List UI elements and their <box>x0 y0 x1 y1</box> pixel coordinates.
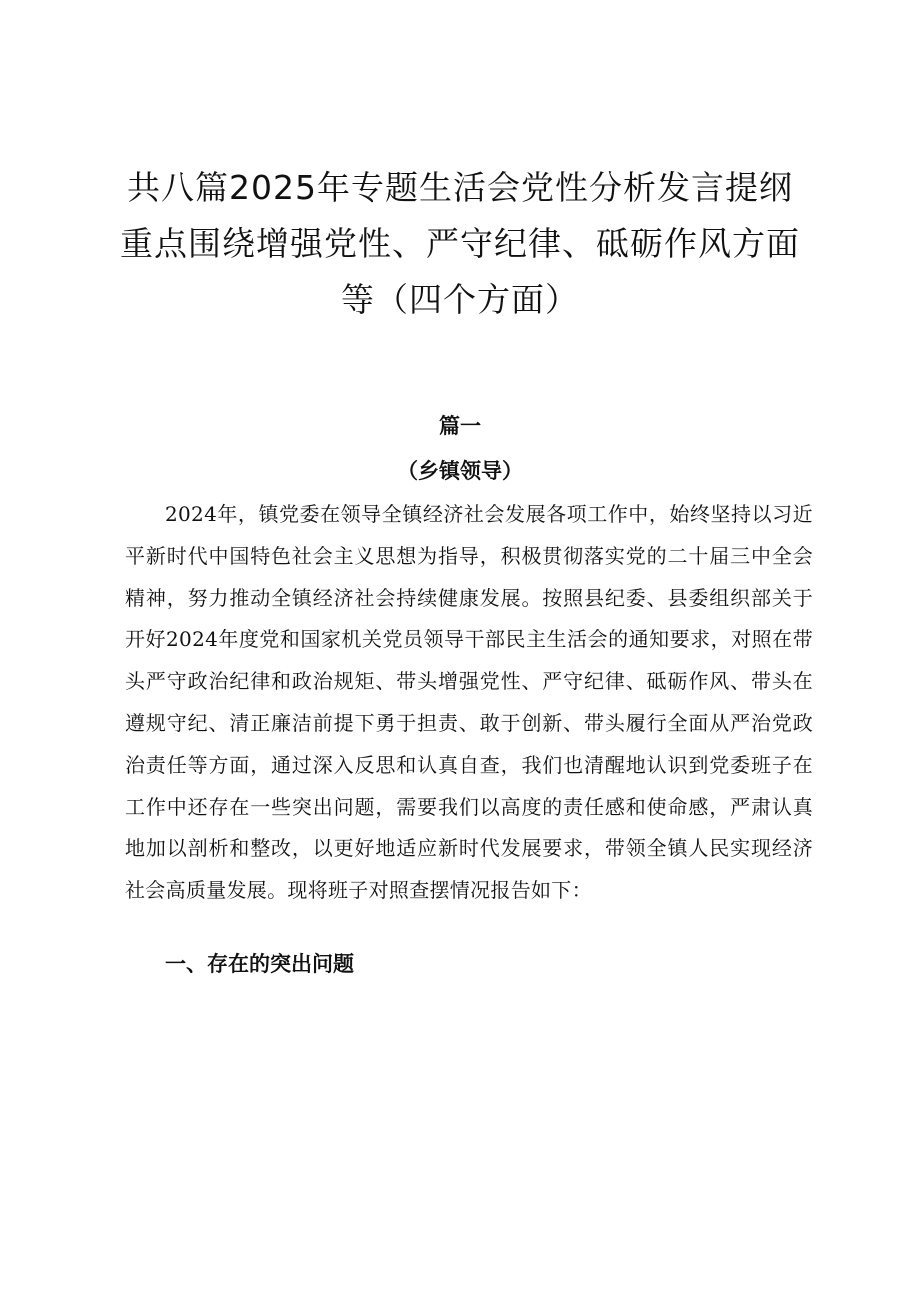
document-title <box>100 160 820 328</box>
title-line-3: 等（四个方面） <box>341 280 579 319</box>
section-subtitle: （乡镇领导） <box>397 459 523 483</box>
body-paragraph: 2024年，镇党委在领导全镇经济社会发展各项工作中，始终坚持以习近平新时代中国特色社会主义思想为指导，积极贯彻落实党的二十届三中全会精神，努力推动全镇经济社会持续健康发展。按照县纪委、县委组织部关于开好2024年度党和国家机关党员领导干部民主生活会的通知要求，对照在带头严守政治纪律和政治规矩、带头增强党性、严守纪律、砥砺作风、带头在遵规守纪、清正廉洁前提下勇于担责、敢于创新、带头履行全面从严治党政治责任等方面，通过深入反思和认真自查，我们也清醒地认识到党委班子在工作中还存在一些突出问题，需要我们以高度的责任感和使命感，严肃认真地加以剖析和整改，以更好地适应新时代发展要求，带领全镇人民实现经济社会高质量发展。现将班子对照查摆情况报告如下： <box>125 502 813 903</box>
section-title: 篇一 <box>439 414 481 438</box>
subsection-heading: 一、存在的突出问题 <box>165 952 354 976</box>
title-line-2: 重点围绕增强党性、严守纪律、砥砺作风方面 <box>120 224 800 263</box>
title-line-1: 共八篇2025年专题生活会党性分析发言提纲 <box>127 168 793 207</box>
